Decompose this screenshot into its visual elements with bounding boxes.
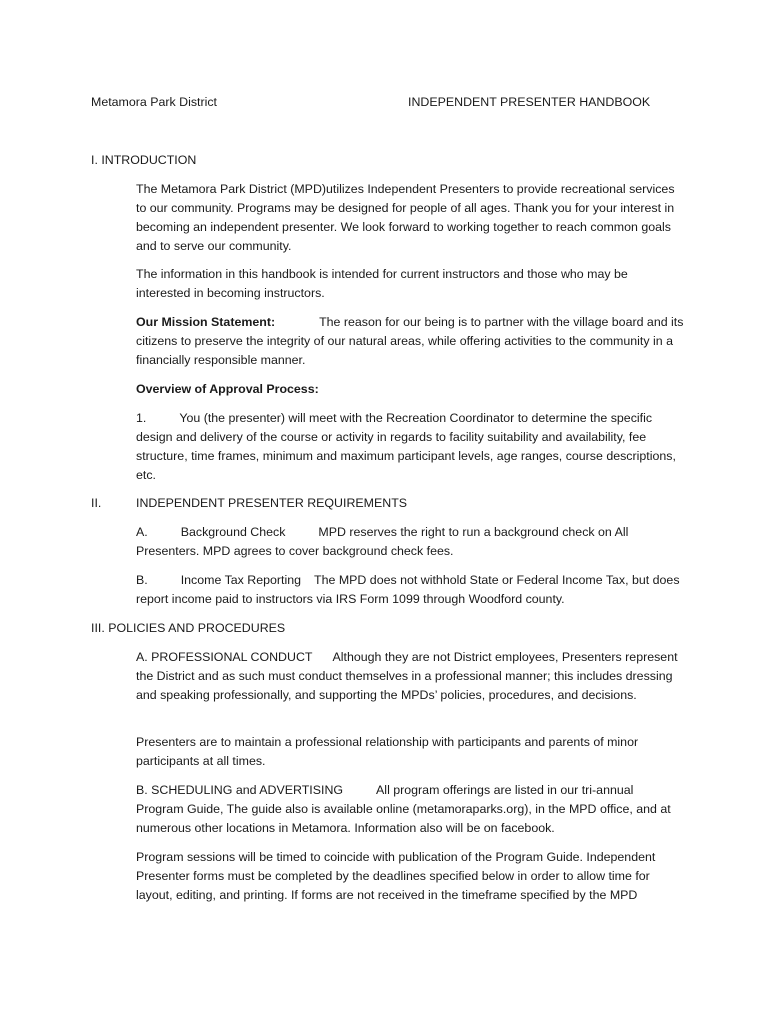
- policy-scheduling-advertising: [136, 781, 684, 838]
- mission-statement-label: Our Mission Statement:: [136, 315, 276, 329]
- policy-b-text: All program offerings are listed in our tri-annual Program Guide, The guide also is available online (metamoraparks.org), in the MPD office, and at numerous other locations in Metamora. Information also will be on facebook.: [136, 783, 671, 835]
- requirement-a-text: MPD reserves the right to run a background check on All Presenters. MPD agrees to cover background check fees.: [136, 525, 629, 558]
- requirement-background-check: [136, 523, 684, 561]
- requirement-b-label: B.: [136, 573, 148, 587]
- requirement-b-title: Income Tax Reporting: [180, 573, 302, 587]
- approval-step-1: [136, 409, 684, 485]
- requirement-a-label: A.: [136, 525, 148, 539]
- mission-statement-text: The reason for our being is to partner with the village board and its citizens to preserve the integrity of our natural areas, while offering activities to the community in a financially responsible manner.: [136, 315, 684, 367]
- policy-a-title: A. PROFESSIONAL CONDUCT: [136, 650, 313, 664]
- mission-statement: [136, 313, 684, 370]
- header-organization: Metamora Park District: [91, 95, 217, 109]
- policy-b-title: B. SCHEDULING and ADVERTISING: [136, 783, 344, 797]
- overview-approval-heading: Overview of Approval Process:: [136, 382, 319, 396]
- section-heading-policies: III. POLICIES AND PROCEDURES: [91, 621, 286, 635]
- professional-relationship-paragraph: Presenters are to maintain a professional relationship with participants and parents of minor participants at all times.: [136, 735, 639, 768]
- intro-paragraph: The Metamora Park District (MPD)utilizes Independent Presenters to provide recreational services to our community. Programs may be designed for people of all ages. Thank you for your interest in becoming an independent presenter. We look forward to working together to reach common goals and to serve our community.: [136, 182, 675, 253]
- requirement-a-title: Background Check: [180, 525, 286, 539]
- requirement-b-text: The MPD does not withhold State or Federal Income Tax, but does report income paid to instructors via IRS Form 1099 through Woodford county.: [136, 573, 680, 606]
- requirement-income-tax: [136, 571, 684, 609]
- approval-step-1-number: 1.: [136, 411, 147, 425]
- program-sessions-paragraph: Program sessions will be timed to coincide with publication of the Program Guide. Independent Presenter forms must be completed by the deadlines specified below in order to allow time for layout, editing, and printing. If forms are not received in the timeframe specified by the MPD: [136, 850, 656, 902]
- section-heading-requirements: INDEPENDENT PRESENTER REQUIREMENTS: [136, 496, 408, 510]
- policy-professional-conduct: [136, 648, 684, 705]
- section-number-ii: II.: [91, 496, 102, 510]
- section-heading-introduction: I. INTRODUCTION: [91, 153, 197, 167]
- header-document-title: INDEPENDENT PRESENTER HANDBOOK: [408, 95, 651, 109]
- handbook-purpose-paragraph: The information in this handbook is intended for current instructors and those who may be interested in becoming instructors.: [136, 267, 628, 300]
- approval-step-1-text: You (the presenter) will meet with the Recreation Coordinator to determine the specific design and delivery of the course or activity in regards to facility suitability and availability, fee structure, time frames, minimum and maximum participant levels, age ranges, course descriptions, etc.: [136, 411, 676, 482]
- policy-a-text: Although they are not District employees, Presenters represent the District and as such must conduct themselves in a professional manner; this includes dressing and speaking professionally, and supporting the MPDs’ policies, procedures, and decisions.: [136, 650, 678, 702]
